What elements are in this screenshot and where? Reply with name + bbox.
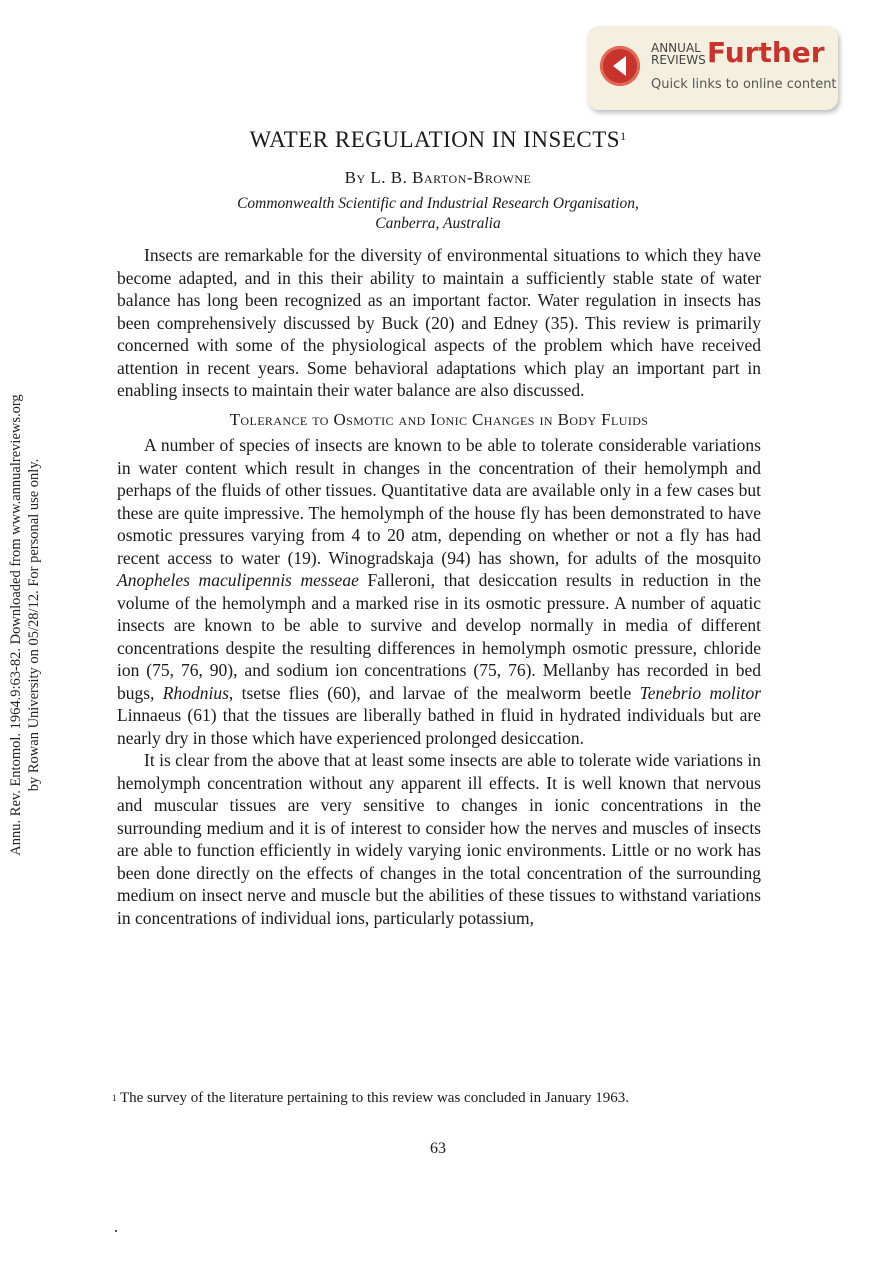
download-notice-line-2: by Rowan University on 05/28/12. For personal use only. [26, 458, 42, 792]
section-heading: Tolerance to Osmotic and Ionic Changes in Body Fluids [229, 409, 649, 429]
title-footnote-mark: 1 [620, 129, 627, 143]
scan-speck [115, 1230, 117, 1232]
annual-reviews-logo: ANNUAL REVIEWS [651, 41, 706, 67]
further-word: Further [707, 36, 825, 69]
download-notice [0, 0, 60, 1275]
author-name: L. B. Barton-Browne [370, 168, 532, 187]
intro-paragraph: Insects are remarkable for the diversity of environmental situations to which they have become adapted, and in this their ability to maintain a sufficiently stable state of water balance has long been recognized as an important factor. Water regulation in insects has been comprehensively discussed by Buck (20) and Edney (35). This review is primarily concerned with some of the physiological aspects of the problem which have received attention in recent years. Some behavioral adaptations which play an important part in enabling insects to maintain their water balance are also discussed. [117, 245, 761, 400]
download-notice-line-1: Annu. Rev. Entomol. 1964.9:63-82. Downloaded from www.annualreviews.org [8, 394, 24, 856]
further-subtitle: Quick links to online content [651, 77, 837, 92]
paragraph-3: It is clear from the above that at least some insects are able to tolerate wide variations in hemolymph concentration without any apparent ill effects. It is well known that nervous and muscular tissues are very sensitive to changes in ionic concentrations in the surrounding medium and it is of interest to consider how the nerves and muscles of insects are able to function efficiently in widely varying ionic environments. Little or no work has been done directly on the effects of changes in the total concentration of the surrounding medium on insect nerve and muscle but the abilities of these tissues to withstand variations in concentrations of individual ions, particularly potassium, [117, 750, 761, 928]
paragraph-2: A number of species of insects are known to be able to tolerate considerable variations in water content which result in changes in the concentration of their hemolymph and perhaps of the fluids of other tissues. Quantitative data are available only in a few cases but these are quite impressive. The hemolymph of the house fly has been demonstrated to have osmotic pressures varying from 4 to 20 atm, depending on whether or not a fly has had recent access to water (19). Winogradskaja (94) has shown, for adults of the mosquito Anopheles maculipennis messeae Falleroni, that desiccation results in reduction in the volume of the hemolymph and a marked rise in its osmotic pressure. A number of aquatic insects are known to be able to survive and develop normally in media of different concentrations despite the resulting differences in hemolymph osmotic pressure, chloride ion (75, 76, 90), and sodium ion concentrations (75, 76). Mellanby has recorded in bed bugs, Rhodnius, tsetse flies (60), and larvae of the mealworm beetle Tenebrio molitor Linnaeus (61) that the tissues are liberally bathed in fluid in hydrated individuals but are nearly dry in those which have experienced prolonged desiccation. [117, 435, 761, 748]
page-number: 63 [430, 1140, 446, 1157]
footnote: $^1$ The survey of the literature pertaining to this review was concluded in January 1963. [112, 1090, 629, 1106]
article-body [117, 244, 761, 929]
back-arrow-icon [600, 46, 640, 86]
byline: By L. B. Barton-Browne [344, 168, 532, 187]
article-title: WATER REGULATION IN INSECTS$^1$ [249, 127, 627, 152]
further-reviews-badge[interactable] [587, 26, 838, 110]
affiliation: Commonwealth Scientific and Industrial Research Organisation, Canberra, Australia [237, 195, 639, 232]
